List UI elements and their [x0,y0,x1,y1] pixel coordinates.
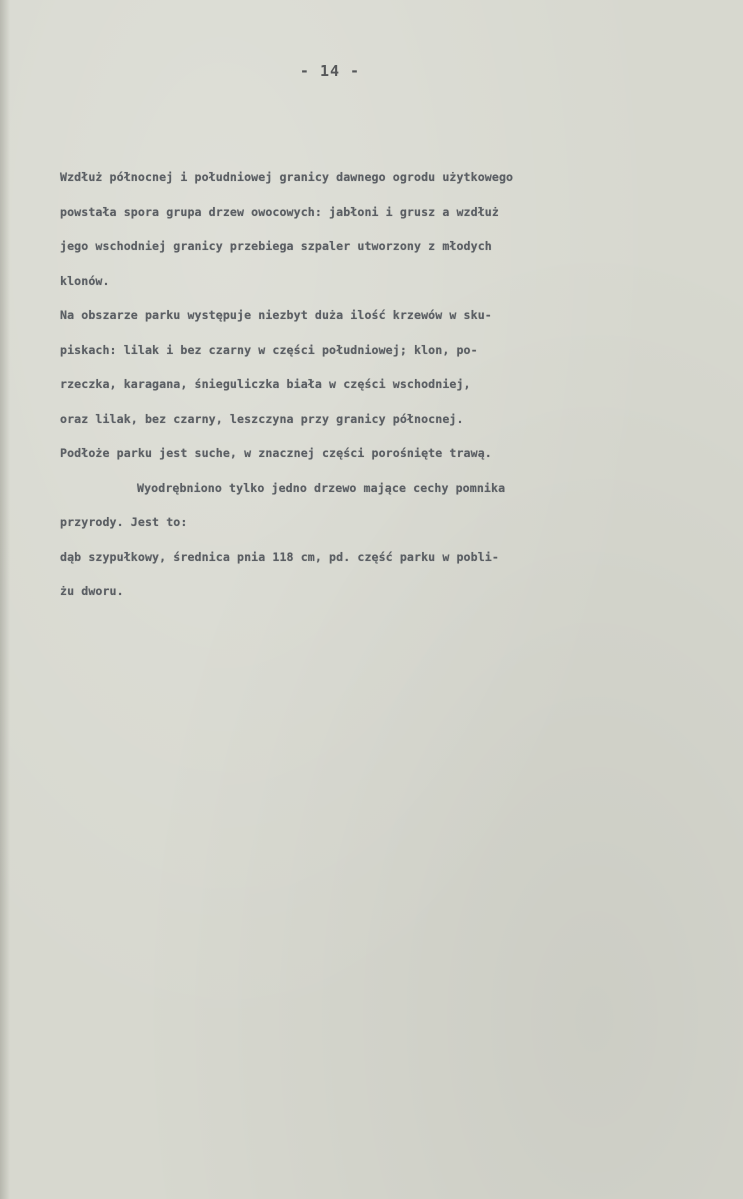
text-line: Podłoże parku jest suche, w znacznej części porośnięte trawą. [60,446,492,460]
text-line: przyrody. Jest to: [60,515,188,529]
body-text [60,160,730,609]
text-line: dąb szypułkowy, średnica pnia 118 cm, pd. część parku w pobli- [60,549,499,564]
page-edge-shadow [0,0,10,1199]
text-line: Na obszarze parku występuje niezbyt duża ilość krzewów w sku- [60,308,492,322]
text-line: oraz lilak, bez czarny, leszczyna przy granicy północnej. [60,411,464,426]
text-line: jego wschodniej granicy przebiega szpaler utworzony z młodych [60,239,492,253]
text-line: piskach: lilak i bez czarny w części południowej; klon, po- [60,342,478,357]
text-line-indented: Wyodrębniono tylko jedno drzewo mające cechy pomnika [137,480,506,495]
page-number: - 14 - [299,62,361,80]
text-line: powstała spora grupa drzew owocowych: jabłoni i grusz a wzdłuż [60,204,499,219]
text-line: rzeczka, karagana, śnieguliczka biała w części wschodniej, [60,377,471,391]
text-line: żu dworu. [60,584,124,598]
text-line: Wzdłuż północnej i południowej granicy dawnego ogrodu użytkowego [60,170,514,184]
text-line: klonów. [60,273,110,288]
